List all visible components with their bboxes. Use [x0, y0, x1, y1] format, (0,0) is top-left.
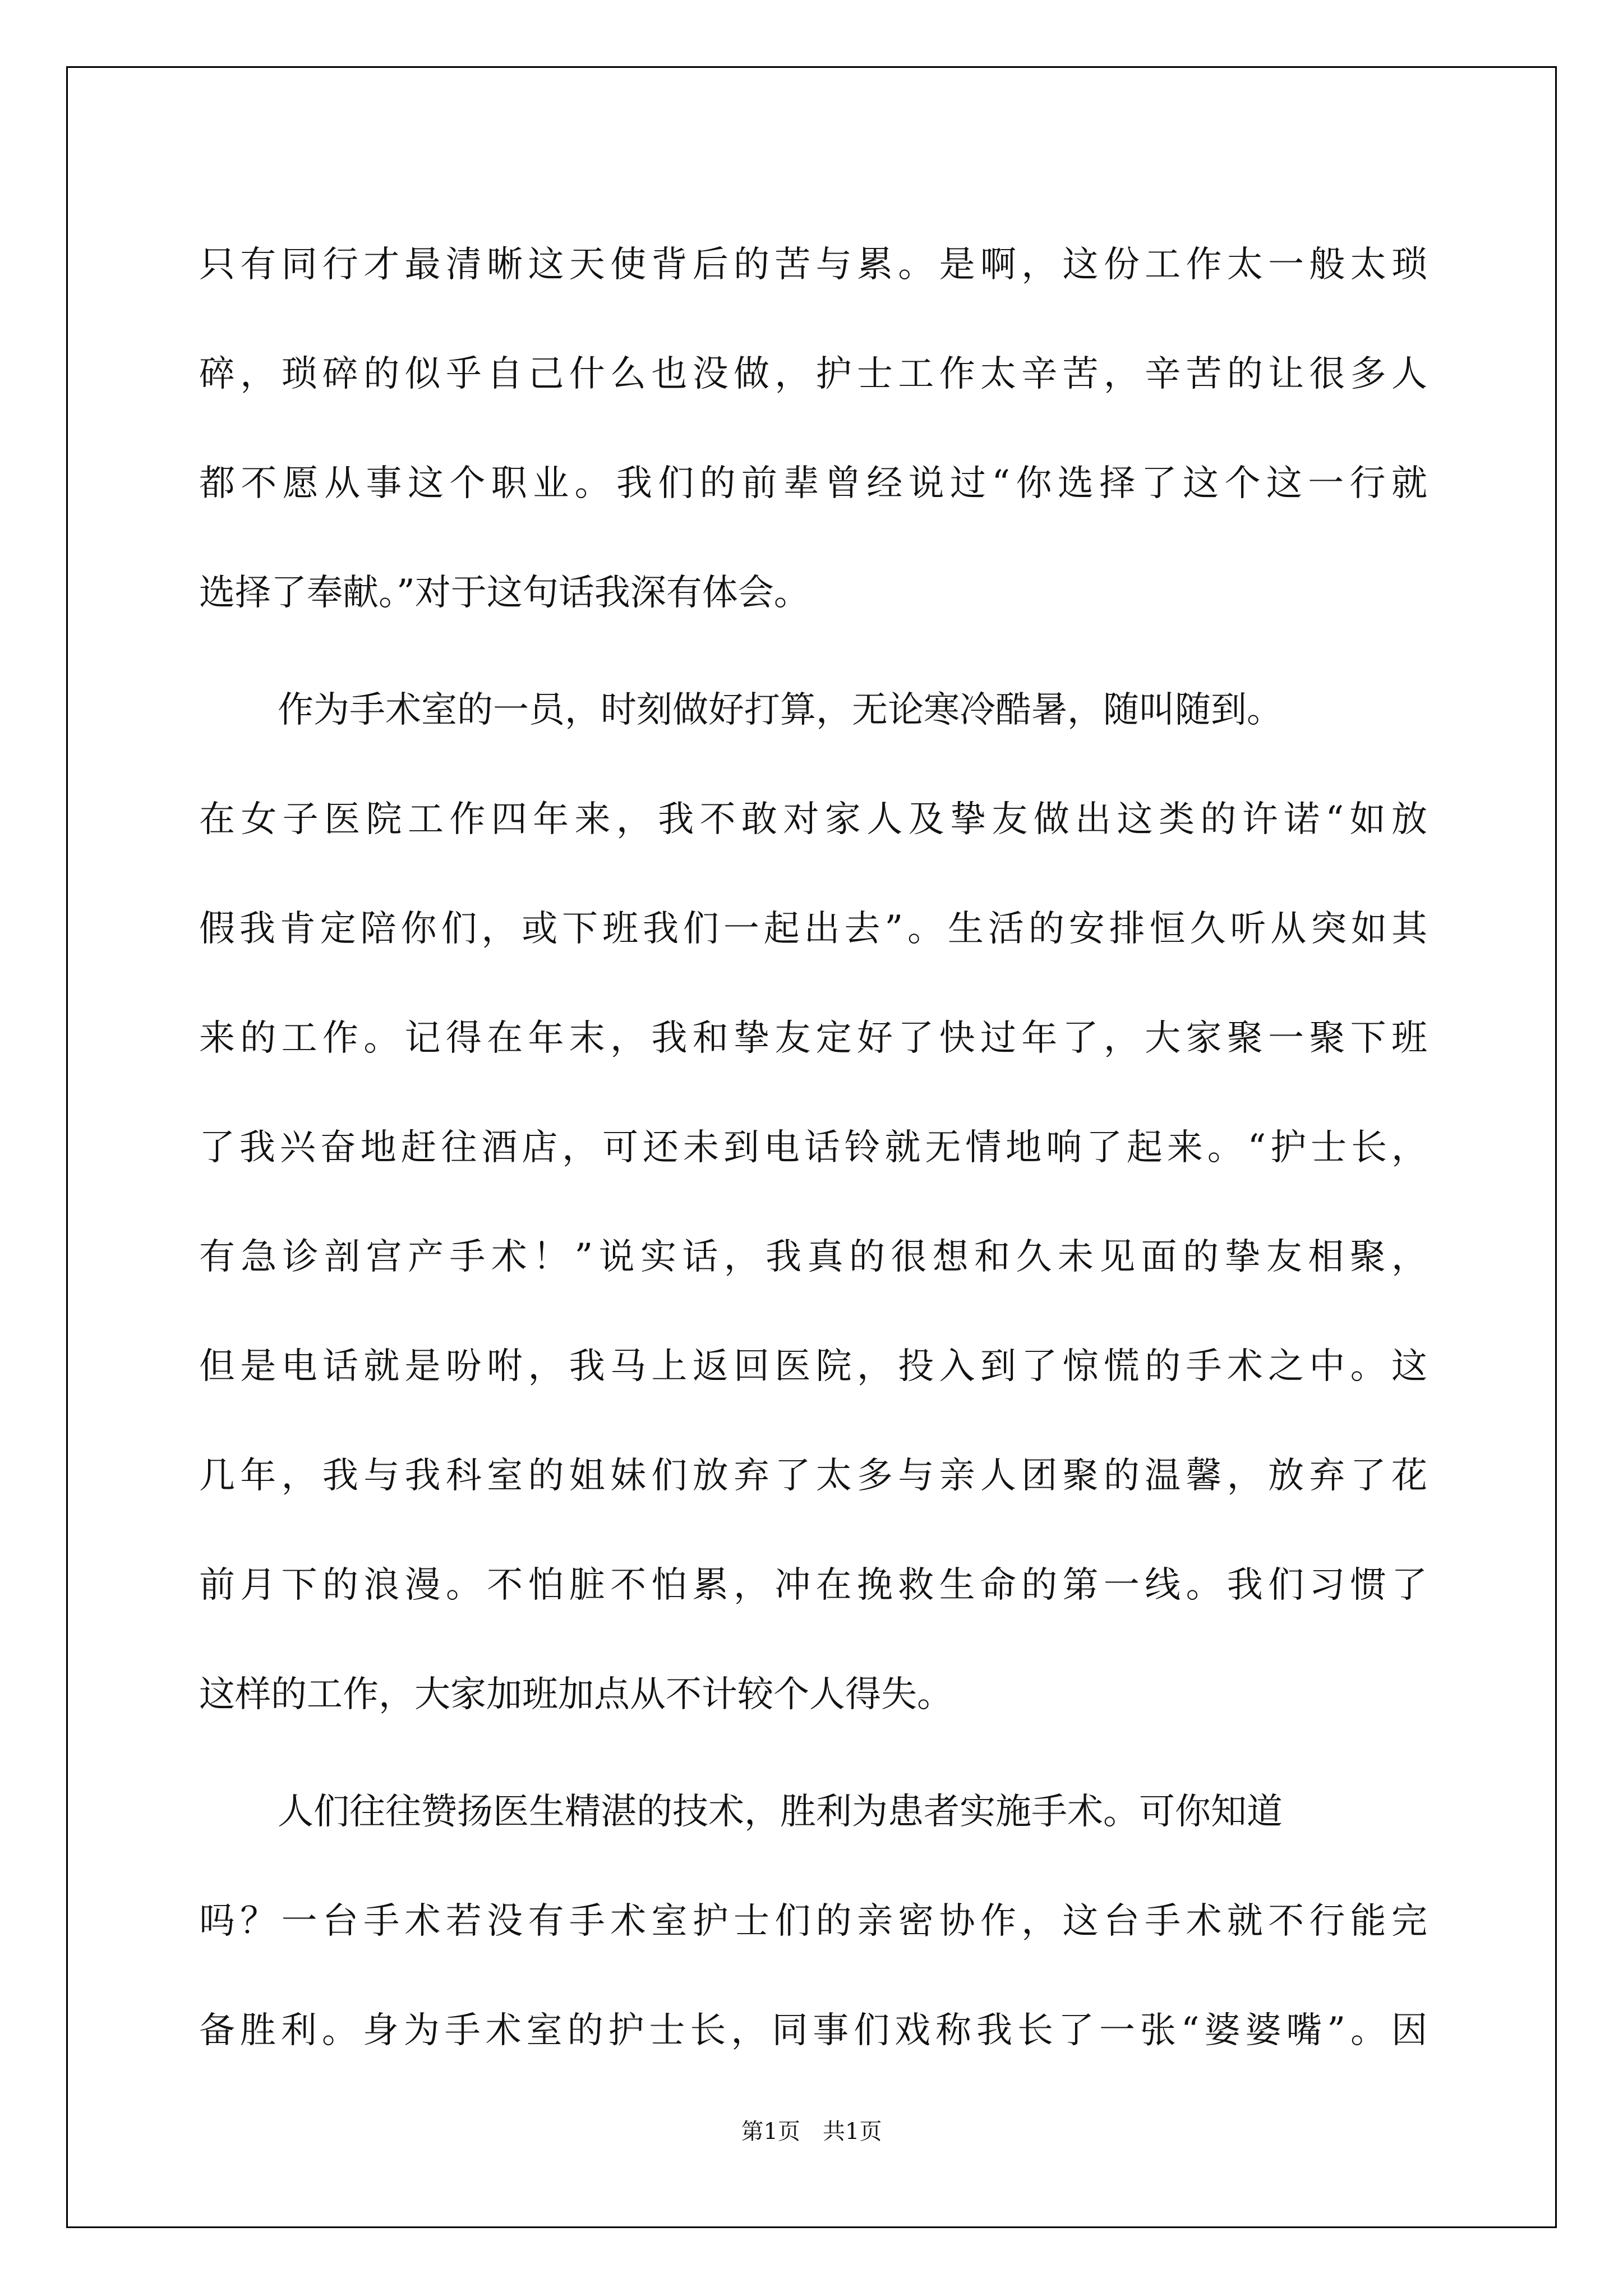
- page-footer: 第1页 共1页: [741, 2119, 882, 2145]
- text-line: 来的工作。记得在年末，我和挚友定好了快过年了，大家聚一聚下班: [199, 1018, 1427, 1059]
- text-line: 备胜利。身为手术室的护士长，同事们戏称我长了一张“婆婆嘴”。因: [199, 2010, 1427, 2051]
- text-line: 几年，我与我科室的姐妹们放弃了太多与亲人团聚的温馨，放弃了花: [199, 1455, 1427, 1497]
- document-body: [199, 210, 1427, 2086]
- text-line: 这样的工作，大家加班加点从不计较个人得失。: [199, 1674, 953, 1715]
- text-line: 假我肯定陪你们，或下班我们一起出去”。生活的安排恒久听从突如其: [199, 908, 1427, 950]
- text-line: 都不愿从事这个职业。我们的前辈曾经说过“你选择了这个这一行就: [199, 463, 1427, 504]
- text-line: 有急诊剖宫产手术！”说实话，我真的很想和久未见面的挚友相聚，: [199, 1236, 1427, 1278]
- text-line: 人们往往赞扬医生精湛的技术，胜利为患者实施手术。可你知道: [278, 1791, 1283, 1833]
- text-line: 但是电话就是吩咐，我马上返回医院，投入到了惊慌的手术之中。这: [199, 1346, 1427, 1387]
- text-line: 了我兴奋地赶往酒店，可还未到电话铃就无情地响了起来。“护士长，: [199, 1127, 1427, 1168]
- text-line: 吗？一台手术若没有手术室护士们的亲密协作，这台手术就不行能完: [199, 1901, 1427, 1942]
- text-line: 只有同行才最清晰这天使背后的苦与累。是啊，这份工作太一般太琐: [199, 244, 1427, 286]
- text-line: 碎，琐碎的似乎自己什么也没做，护士工作太辛苦，辛苦的让很多人: [199, 353, 1427, 395]
- text-line: 前月下的浪漫。不怕脏不怕累，冲在挽救生命的第一线。我们习惯了: [199, 1565, 1427, 1606]
- text-line: 作为手术室的一员，时刻做好打算，无论寒冷酷暑，随叫随到。: [278, 689, 1283, 731]
- text-line: 选择了奉献。”对于这句话我深有体会。: [199, 572, 810, 614]
- text-line: 在女子医院工作四年来，我不敢对家人及挚友做出这类的许诺“如放: [199, 799, 1427, 840]
